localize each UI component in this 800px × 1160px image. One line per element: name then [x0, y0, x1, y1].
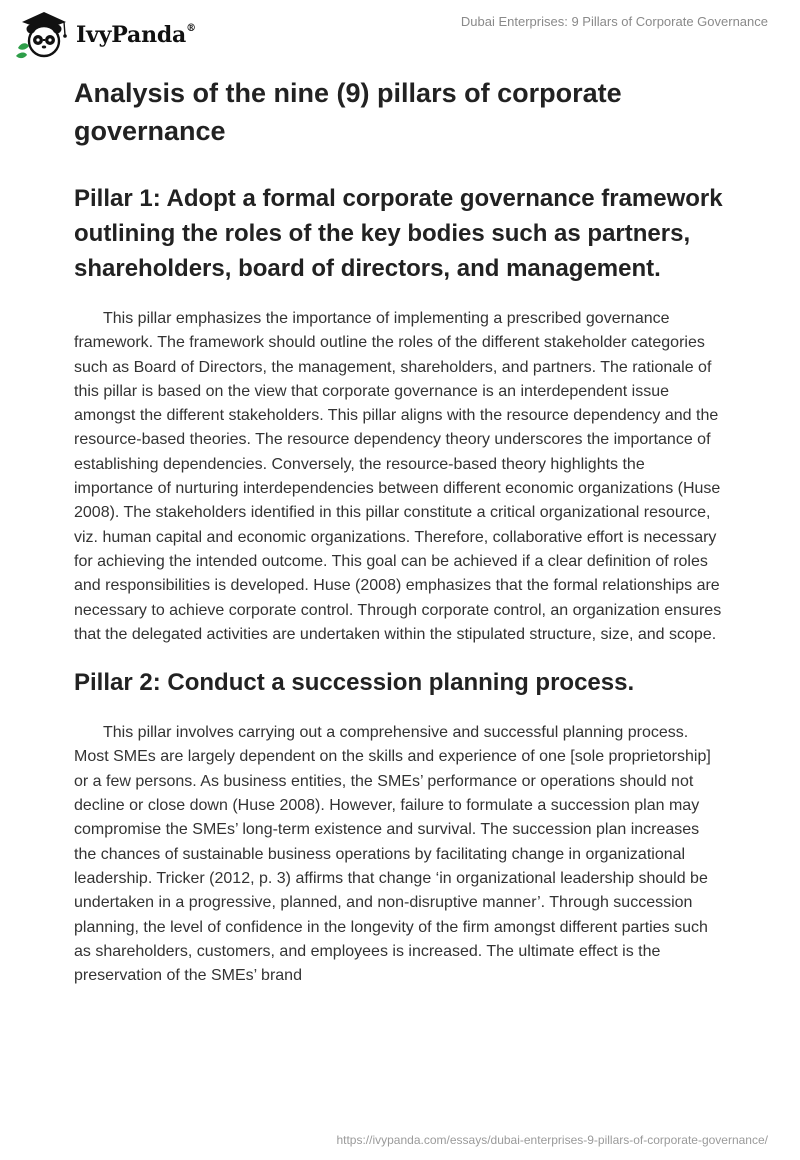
main-heading: Analysis of the nine (9) pillars of corporate governance	[74, 78, 622, 146]
panda-graduate-icon	[14, 8, 74, 60]
section-heading-pillar-1: Pillar 1: Adopt a formal corporate governance framework outlining the roles of the key bodies such as partners, shareholders, board of directors, and management.	[74, 185, 723, 282]
article-content	[74, 74, 724, 988]
brand-name: IvyPanda®	[76, 22, 196, 48]
document-title: Dubai Enterprises: 9 Pillars of Corporate Governance	[460, 14, 768, 29]
section-heading-pillar-2: Pillar 2: Conduct a succession planning process.	[74, 669, 635, 697]
source-url[interactable]: https://ivypanda.com/essays/dubai-enterprises-9-pillars-of-corporate-governance/	[336, 1133, 768, 1147]
section-paragraph-pillar-2: This pillar involves carrying out a comprehensive and successful planning process. Most SMEs are largely dependent on the skills and experience of one [sole proprietorship] or a few persons. As business entities, the SMEs’ performance or operations should not decline or close down (Huse 2008). However, failure to formulate a succession plan may compromise the SMEs’ long-term existence and survival. The succession plan increases the chances of sustainable business operations by facilitating change in organizational leadership. Tricker (2012, p. 3) affirms that change ‘in organizational leadership should be undertaken in a progressive, planned, and non-disruptive manner’. Through succession planning, the level of confidence in the longevity of the firm amongst different parties such as shareholders, customers, and employees is increased. The ultimate effect is the preservation of the SMEs’ brand	[74, 724, 711, 985]
section-paragraph-pillar-1: This pillar emphasizes the importance of implementing a prescribed governance framework. The framework should outline the roles of the different stakeholder categories such as Board of Directors, the management, shareholders, and partners. The rationale of this pillar is based on the view that corporate governance is an interdependent issue amongst the different stakeholders. This pillar aligns with the resource dependency and the resource-based theories. The resource dependency theory underscores the importance of establishing dependencies. Conversely, the resource-based theory highlights the importance of nurturing interdependencies between different economic organizations (Huse 2008). The stakeholders identified in this pillar constitute a critical organizational resource, viz. human capital and economic organizations. Therefore, collaborative effort is necessary for achieving the intended outcome. This goal can be achieved if a clear definition of roles and responsibilities is developed. Huse (2008) emphasizes that the formal relationships are necessary to achieve corporate control. Through corporate control, an organization ensures that the delegated activities are undertaken within the stipulated structure, size, and scope.	[74, 310, 722, 643]
ivypanda-logo[interactable]	[14, 8, 196, 60]
page-header	[0, 0, 800, 70]
